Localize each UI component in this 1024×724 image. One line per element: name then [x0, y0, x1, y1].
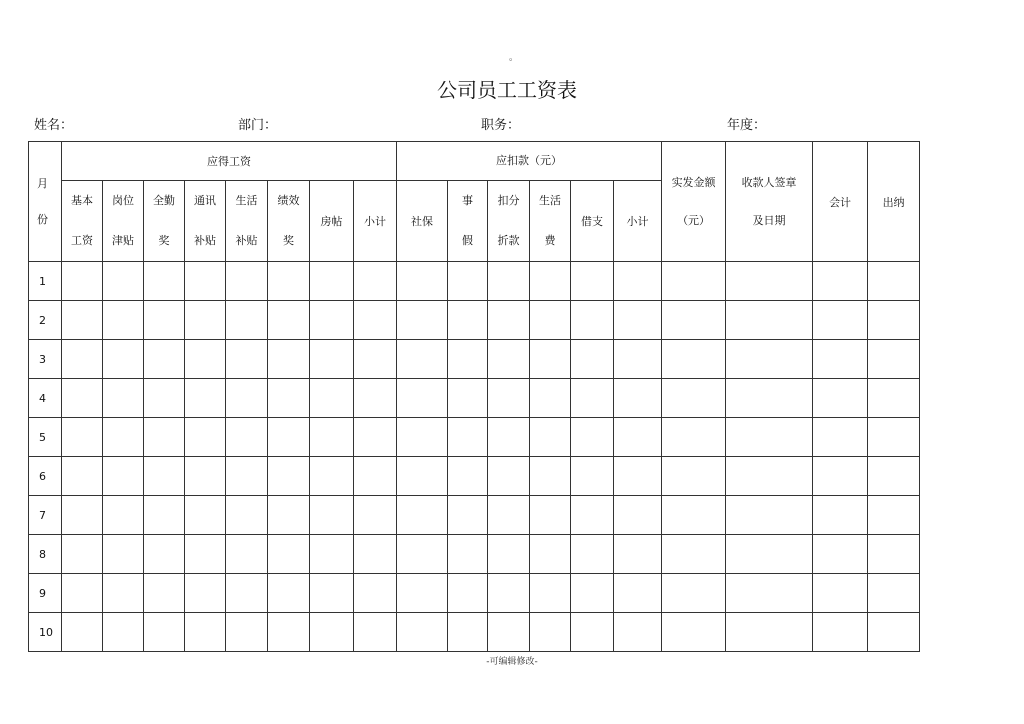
table-cell[interactable]: [448, 340, 488, 379]
table-cell[interactable]: [310, 418, 354, 457]
table-cell[interactable]: [268, 340, 310, 379]
table-cell[interactable]: [571, 613, 614, 652]
table-row: [29, 262, 920, 301]
deduct-col-6: [614, 181, 662, 262]
table-cell[interactable]: [662, 535, 726, 574]
table-cell[interactable]: [310, 262, 354, 301]
table-cell[interactable]: [354, 574, 397, 613]
table-cell[interactable]: [530, 418, 571, 457]
row-month-number: 4: [29, 379, 62, 418]
table-cell[interactable]: [662, 301, 726, 340]
deduct-col-4: [530, 181, 571, 262]
table-cell[interactable]: [530, 613, 571, 652]
table-cell[interactable]: [530, 496, 571, 535]
table-cell[interactable]: [397, 613, 448, 652]
table-cell[interactable]: [144, 379, 185, 418]
table-cell[interactable]: [868, 418, 920, 457]
table-cell[interactable]: [310, 457, 354, 496]
table-cell[interactable]: [571, 496, 614, 535]
table-cell[interactable]: [62, 613, 103, 652]
table-cell[interactable]: [726, 418, 813, 457]
table-cell[interactable]: [488, 262, 530, 301]
table-cell[interactable]: [726, 574, 813, 613]
page-title: 公司员工工资表: [437, 78, 577, 102]
table-cell[interactable]: [268, 574, 310, 613]
row-month-number: 5: [29, 418, 62, 457]
table-cell[interactable]: [144, 457, 185, 496]
table-cell[interactable]: [448, 418, 488, 457]
table-cell[interactable]: [571, 535, 614, 574]
table-cell[interactable]: [144, 535, 185, 574]
table-cell[interactable]: [397, 301, 448, 340]
table-cell[interactable]: [571, 457, 614, 496]
table-row: [29, 535, 920, 574]
table-cell[interactable]: [185, 418, 226, 457]
table-cell[interactable]: [488, 301, 530, 340]
table-cell[interactable]: [571, 379, 614, 418]
table-cell[interactable]: [226, 535, 268, 574]
table-cell[interactable]: [354, 301, 397, 340]
deduct-col-2-line-1: 事: [462, 194, 473, 207]
table-cell[interactable]: [813, 301, 868, 340]
actual-pay-line-1: 实发金额: [671, 175, 716, 189]
deduct-col-3-line-1: 扣分: [497, 194, 520, 207]
table-cell[interactable]: [103, 340, 144, 379]
table-cell[interactable]: [226, 496, 268, 535]
table-cell[interactable]: [310, 496, 354, 535]
month-header-line-2: 份: [37, 212, 48, 226]
table-cell[interactable]: [103, 379, 144, 418]
table-cell[interactable]: [103, 613, 144, 652]
table-cell[interactable]: [868, 574, 920, 613]
table-cell[interactable]: [226, 301, 268, 340]
table-row: [29, 418, 920, 457]
table-row: [29, 613, 920, 652]
table-cell[interactable]: [144, 496, 185, 535]
due-col-8: [354, 181, 397, 262]
table-cell[interactable]: [397, 535, 448, 574]
table-cell[interactable]: [614, 379, 662, 418]
top-mark: 。: [509, 53, 519, 63]
table-cell[interactable]: [103, 574, 144, 613]
table-cell[interactable]: [614, 496, 662, 535]
table-cell[interactable]: [662, 418, 726, 457]
table-cell[interactable]: [571, 574, 614, 613]
table-cell[interactable]: [268, 301, 310, 340]
table-cell[interactable]: [268, 262, 310, 301]
header-row-1: [29, 142, 920, 181]
due-col-2-line-1: 岗位: [112, 194, 134, 207]
footer-note: -可编辑修改-: [486, 657, 538, 667]
year-label: 年度：: [727, 118, 767, 133]
due-col-1: [62, 181, 103, 262]
table-cell[interactable]: [62, 301, 103, 340]
table-cell[interactable]: [144, 262, 185, 301]
actual-pay-line-2: （元）: [677, 213, 711, 227]
table-cell[interactable]: [530, 340, 571, 379]
due-col-2-line-2: 津贴: [112, 234, 134, 247]
table-cell[interactable]: [488, 340, 530, 379]
due-col-7: [310, 181, 354, 262]
department-label: 部门：: [238, 118, 278, 133]
table-cell[interactable]: [571, 340, 614, 379]
table-cell[interactable]: [310, 379, 354, 418]
table-cell[interactable]: [614, 574, 662, 613]
deduct-col-3-line-2: 折款: [497, 234, 520, 247]
table-row: [29, 379, 920, 418]
table-cell[interactable]: [614, 457, 662, 496]
due-col-6-line-2: 奖: [283, 234, 294, 247]
table-cell[interactable]: [726, 301, 813, 340]
table-cell[interactable]: [103, 301, 144, 340]
table-cell[interactable]: [726, 379, 813, 418]
table-cell[interactable]: [662, 340, 726, 379]
table-cell[interactable]: [530, 379, 571, 418]
table-row: [29, 340, 920, 379]
table-cell[interactable]: [354, 418, 397, 457]
table-cell[interactable]: [571, 418, 614, 457]
month-header: [29, 142, 62, 262]
table-cell[interactable]: [726, 457, 813, 496]
table-cell[interactable]: [103, 418, 144, 457]
table-cell[interactable]: [144, 613, 185, 652]
table-cell[interactable]: [726, 496, 813, 535]
table-cell[interactable]: [448, 379, 488, 418]
table-cell[interactable]: [310, 574, 354, 613]
row-month-number: 9: [29, 574, 62, 613]
due-col-6-line-1: 绩效: [277, 194, 300, 207]
table-cell[interactable]: [354, 457, 397, 496]
table-cell[interactable]: [185, 613, 226, 652]
table-cell[interactable]: [488, 457, 530, 496]
month-header-line-1: 月: [37, 176, 48, 190]
table-cell[interactable]: [62, 418, 103, 457]
position-label: 职务：: [481, 118, 521, 133]
table-cell[interactable]: [226, 418, 268, 457]
table-cell[interactable]: [226, 262, 268, 301]
table-cell[interactable]: [354, 535, 397, 574]
table-row: [29, 496, 920, 535]
table-cell[interactable]: [268, 496, 310, 535]
table-cell[interactable]: [614, 613, 662, 652]
table-cell[interactable]: [268, 379, 310, 418]
recipient-sign-header: [726, 142, 813, 262]
table-cell[interactable]: [662, 496, 726, 535]
table-cell[interactable]: [813, 613, 868, 652]
deduct-col-1: [397, 181, 448, 262]
table-cell[interactable]: [813, 418, 868, 457]
table-cell[interactable]: [530, 535, 571, 574]
table-cell[interactable]: [185, 496, 226, 535]
table-cell[interactable]: [185, 535, 226, 574]
table-cell[interactable]: [530, 301, 571, 340]
table-cell[interactable]: [448, 457, 488, 496]
table-cell[interactable]: [103, 496, 144, 535]
table-cell[interactable]: [62, 340, 103, 379]
table-cell[interactable]: [726, 262, 813, 301]
table-cell[interactable]: [310, 535, 354, 574]
table-cell[interactable]: [530, 457, 571, 496]
table-cell[interactable]: [813, 379, 868, 418]
table-cell[interactable]: [103, 535, 144, 574]
table-cell[interactable]: [488, 535, 530, 574]
deduct-col-4-line-1: 生活: [539, 194, 561, 207]
due-col-1-line-1: 基本: [71, 194, 93, 207]
due-col-8-label: 小计: [364, 215, 386, 228]
table-cell[interactable]: [144, 418, 185, 457]
table-row: [29, 574, 920, 613]
table-cell[interactable]: [144, 574, 185, 613]
table-cell[interactable]: [571, 262, 614, 301]
table-cell[interactable]: [868, 262, 920, 301]
table-cell[interactable]: [726, 613, 813, 652]
deduct-col-2-line-2: 假: [462, 234, 473, 247]
table-cell[interactable]: [268, 457, 310, 496]
table-cell[interactable]: [310, 340, 354, 379]
row-month-number: 6: [29, 457, 62, 496]
table-cell[interactable]: [813, 457, 868, 496]
table-cell[interactable]: [185, 574, 226, 613]
due-col-2: [103, 181, 144, 262]
table-cell[interactable]: [868, 379, 920, 418]
table-cell[interactable]: [354, 379, 397, 418]
table-cell[interactable]: [185, 340, 226, 379]
table-cell[interactable]: [662, 262, 726, 301]
table-cell[interactable]: [226, 340, 268, 379]
table-cell[interactable]: [62, 496, 103, 535]
row-month-number: 10: [29, 613, 62, 652]
due-col-5-line-1: 生活: [235, 194, 258, 207]
table-cell[interactable]: [813, 262, 868, 301]
table-cell[interactable]: [488, 574, 530, 613]
table-cell[interactable]: [226, 457, 268, 496]
table-cell[interactable]: [614, 301, 662, 340]
table-cell[interactable]: [354, 262, 397, 301]
table-cell[interactable]: [62, 574, 103, 613]
table-cell[interactable]: [354, 340, 397, 379]
table-cell[interactable]: [868, 340, 920, 379]
table-cell[interactable]: [488, 379, 530, 418]
table-cell[interactable]: [185, 301, 226, 340]
table-cell[interactable]: [185, 457, 226, 496]
deduct-col-6-label: 小计: [626, 215, 649, 228]
table-cell[interactable]: [62, 457, 103, 496]
table-cell[interactable]: [488, 496, 530, 535]
table-cell[interactable]: [614, 418, 662, 457]
deduction-group-header: 应扣款（元）: [397, 142, 662, 181]
table-cell[interactable]: [488, 418, 530, 457]
cashier-header: 出纳: [868, 142, 920, 262]
table-cell[interactable]: [614, 340, 662, 379]
table-cell[interactable]: [726, 340, 813, 379]
due-col-5-line-2: 补贴: [235, 234, 258, 247]
table-cell[interactable]: [268, 613, 310, 652]
table-cell[interactable]: [448, 262, 488, 301]
table-cell[interactable]: [530, 262, 571, 301]
table-row: [29, 457, 920, 496]
table-cell[interactable]: [530, 574, 571, 613]
table-cell[interactable]: [310, 301, 354, 340]
table-cell[interactable]: [868, 613, 920, 652]
deduct-col-1-label: 社保: [411, 215, 433, 228]
due-col-3-line-2: 奖: [158, 234, 170, 247]
table-cell[interactable]: [354, 496, 397, 535]
row-month-number: 1: [29, 262, 62, 301]
actual-pay-header: [662, 142, 726, 262]
table-cell[interactable]: [662, 379, 726, 418]
due-col-4-line-1: 通讯: [194, 194, 216, 207]
table-cell[interactable]: [571, 301, 614, 340]
due-col-3: [144, 181, 185, 262]
recipient-sign-line-2: 及日期: [752, 213, 786, 227]
table-cell[interactable]: [662, 613, 726, 652]
table-cell[interactable]: [813, 535, 868, 574]
table-cell[interactable]: [397, 574, 448, 613]
table-cell[interactable]: [103, 457, 144, 496]
table-cell[interactable]: [397, 496, 448, 535]
table-cell[interactable]: [268, 418, 310, 457]
table-cell[interactable]: [62, 379, 103, 418]
deduct-col-5: [571, 181, 614, 262]
table-cell[interactable]: [144, 340, 185, 379]
table-cell[interactable]: [268, 535, 310, 574]
table-cell[interactable]: [226, 379, 268, 418]
table-cell[interactable]: [62, 262, 103, 301]
table-cell[interactable]: [448, 301, 488, 340]
table-cell[interactable]: [662, 574, 726, 613]
accountant-header: 会计: [813, 142, 868, 262]
table-cell[interactable]: [488, 613, 530, 652]
table-cell[interactable]: [397, 457, 448, 496]
due-col-3-line-1: 全勤: [153, 194, 175, 207]
table-cell[interactable]: [103, 262, 144, 301]
table-cell[interactable]: [813, 496, 868, 535]
table-cell[interactable]: [310, 613, 354, 652]
row-month-number: 3: [29, 340, 62, 379]
table-cell[interactable]: [448, 574, 488, 613]
table-cell[interactable]: [813, 340, 868, 379]
due-col-7-label: 房帖: [320, 215, 343, 228]
table-cell[interactable]: [662, 457, 726, 496]
salary-table: [28, 141, 920, 652]
deduct-col-3: [488, 181, 530, 262]
table-cell[interactable]: [813, 574, 868, 613]
table-cell[interactable]: [726, 535, 813, 574]
table-cell[interactable]: [185, 262, 226, 301]
table-row: [29, 301, 920, 340]
table-cell[interactable]: [614, 262, 662, 301]
table-cell[interactable]: [397, 379, 448, 418]
deduct-col-4-line-2: 费: [544, 234, 556, 247]
due-col-4-line-2: 补贴: [194, 234, 216, 247]
table-cell[interactable]: [397, 262, 448, 301]
row-month-number: 8: [29, 535, 62, 574]
table-cell[interactable]: [62, 535, 103, 574]
row-month-number: 2: [29, 301, 62, 340]
due-col-6: [268, 181, 310, 262]
table-cell[interactable]: [868, 496, 920, 535]
row-month-number: 7: [29, 496, 62, 535]
due-wage-group-header: 应得工资: [62, 142, 397, 181]
table-cell[interactable]: [448, 496, 488, 535]
table-cell[interactable]: [144, 301, 185, 340]
table-cell[interactable]: [397, 340, 448, 379]
table-cell[interactable]: [354, 613, 397, 652]
table-cell[interactable]: [185, 379, 226, 418]
table-cell[interactable]: [226, 613, 268, 652]
table-cell[interactable]: [226, 574, 268, 613]
name-label: 姓名：: [34, 118, 74, 133]
due-col-5: [226, 181, 268, 262]
deduct-col-5-label: 借支: [581, 215, 603, 228]
table-cell[interactable]: [868, 535, 920, 574]
table-cell[interactable]: [868, 457, 920, 496]
table-cell[interactable]: [868, 301, 920, 340]
table-cell[interactable]: [397, 418, 448, 457]
recipient-sign-line-1: 收款人签章: [741, 175, 797, 189]
due-col-4: [185, 181, 226, 262]
deduct-col-2: [448, 181, 488, 262]
table-cell[interactable]: [448, 613, 488, 652]
table-cell[interactable]: [614, 535, 662, 574]
table-cell[interactable]: [448, 535, 488, 574]
due-col-1-line-2: 工资: [71, 234, 93, 247]
